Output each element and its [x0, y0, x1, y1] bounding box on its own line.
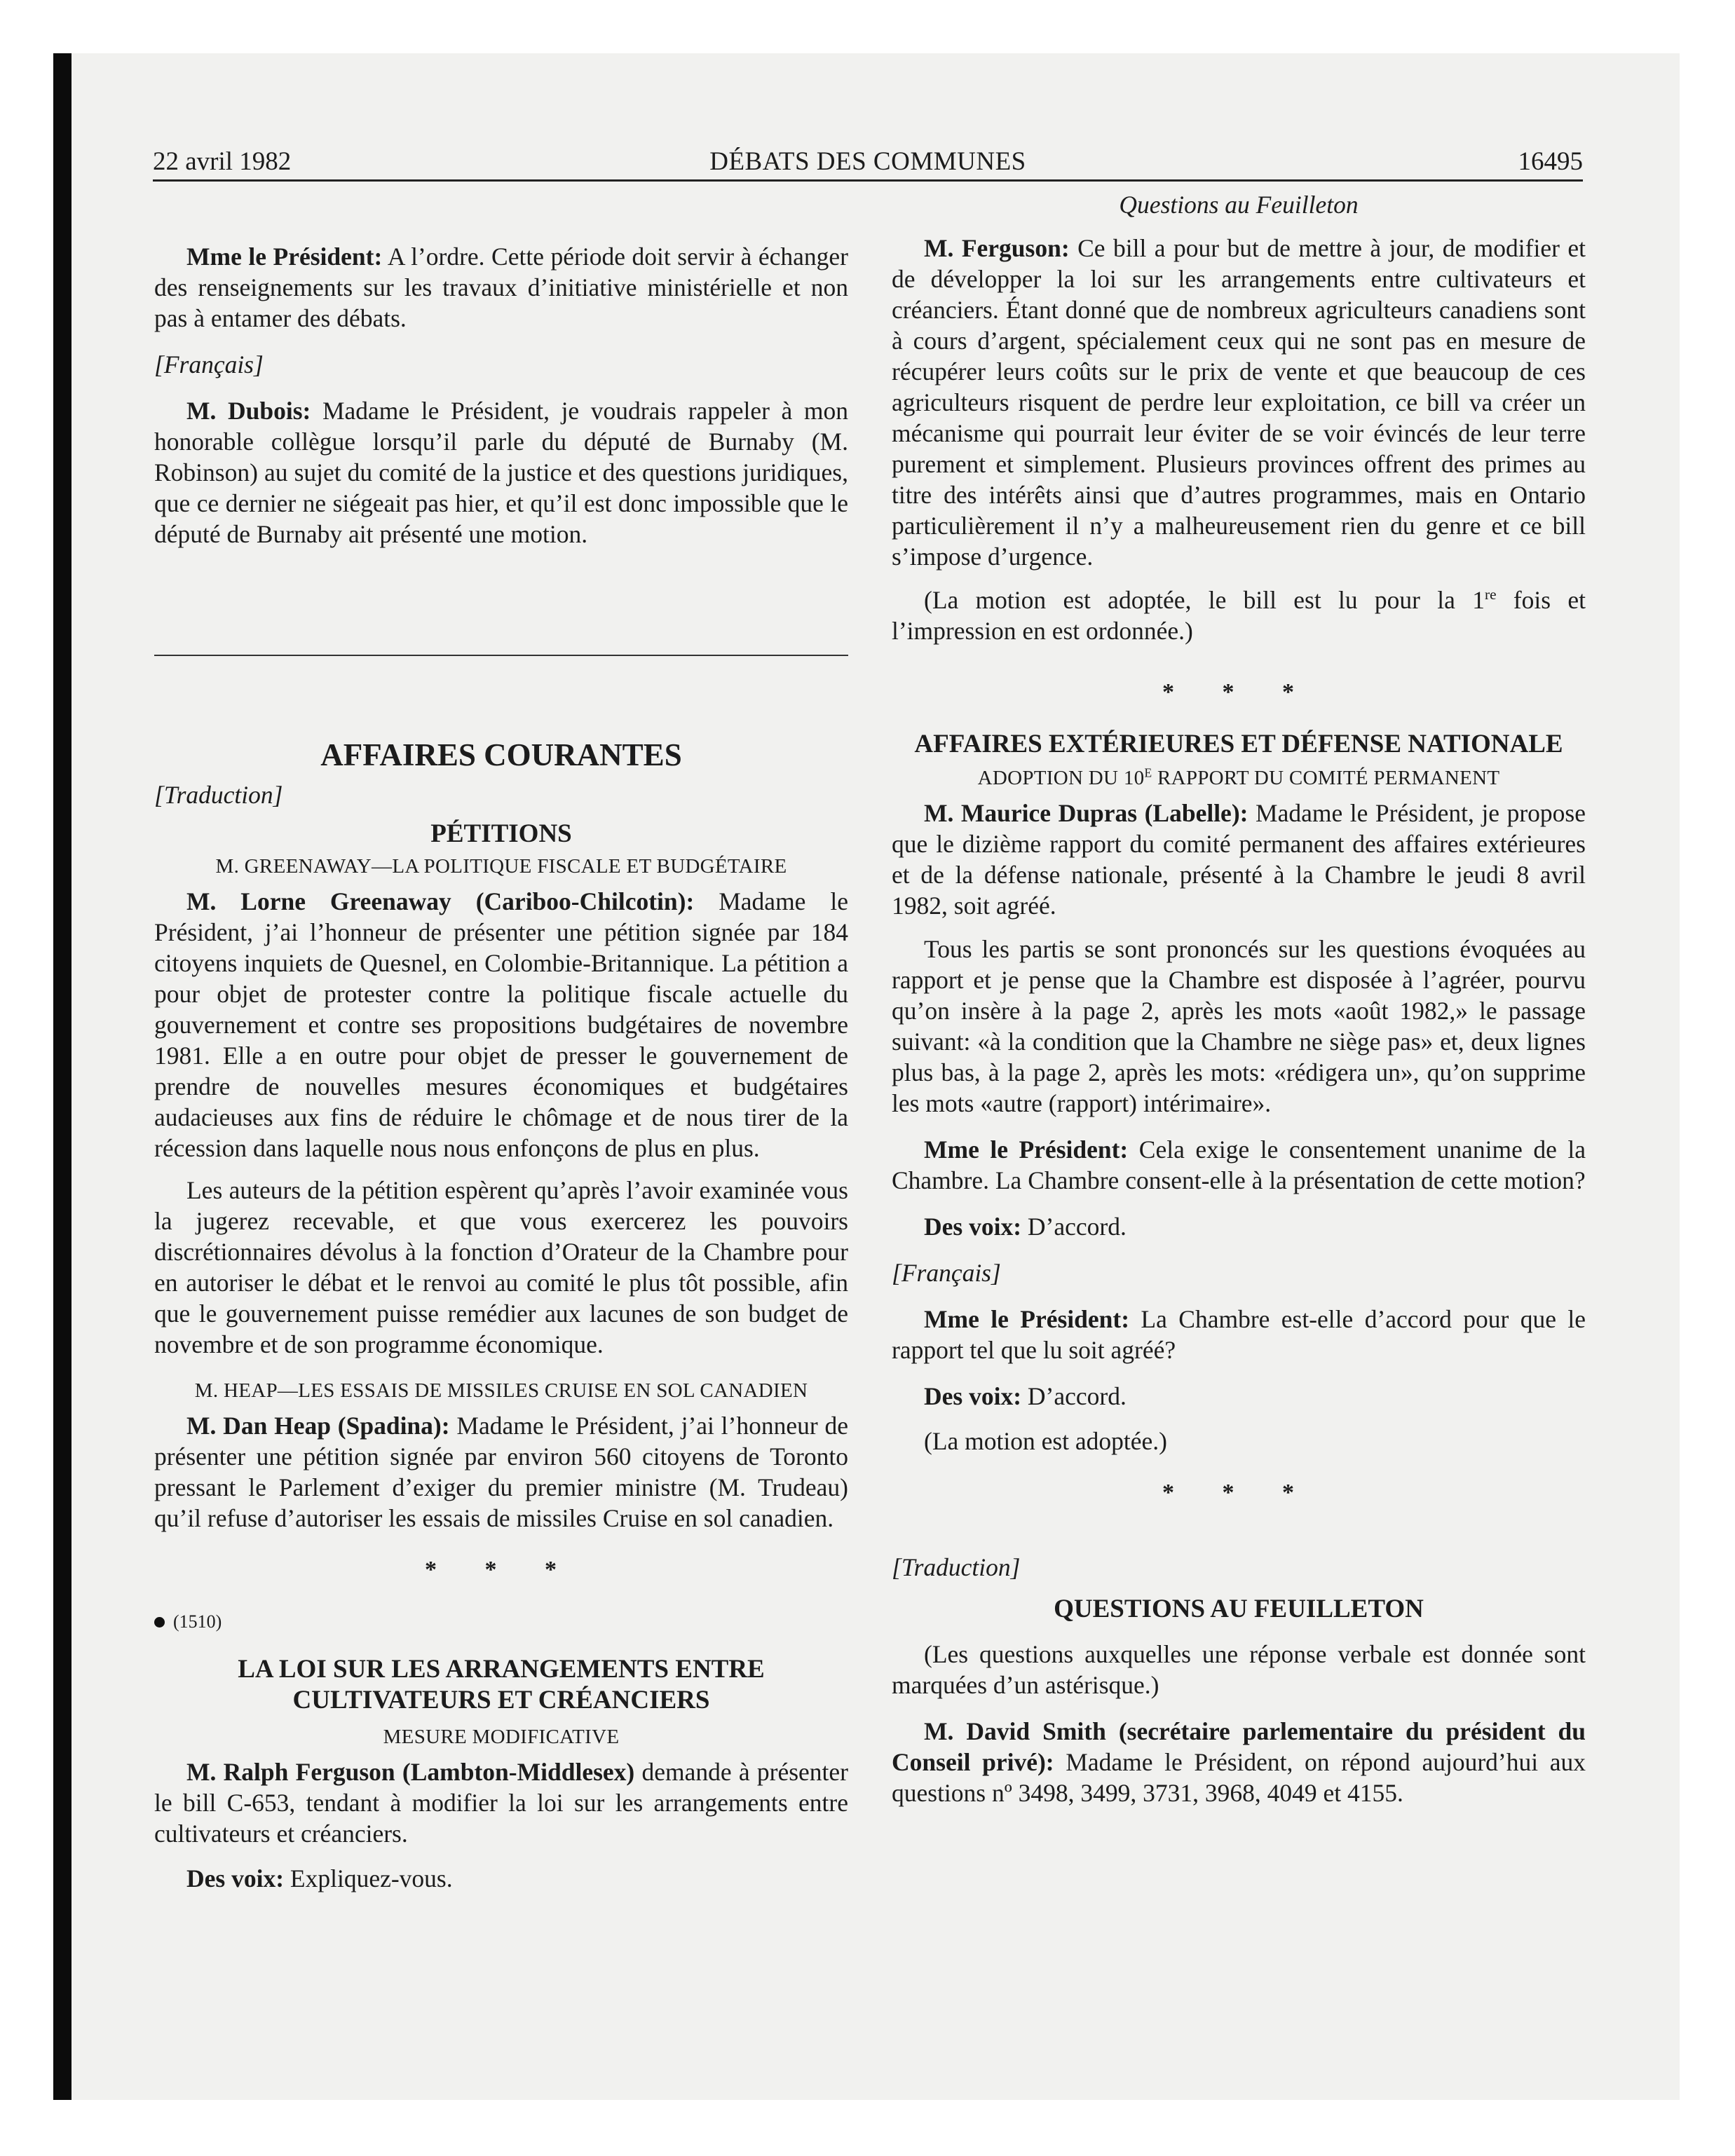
page-header: [153, 146, 1583, 179]
subhead-heap: M. HEAP—LES ESSAIS DE MISSILES CRUISE EN SOL CANADIEN: [194, 1379, 808, 1402]
speaker-name: M. Dan Heap (Spadina):: [186, 1412, 450, 1440]
language-tag-traduction: [Traduction]: [892, 1553, 1021, 1581]
speech-text: Madame le Président, j’ai l’honneur de présenter une pétition signée par environ 560 citoyens de Toronto pressant le Parlement d’exiger du premier ministre (M. Trudeau) qu’il refuse d’autoriser les essais de missiles Cruise en sol canadien.: [154, 1412, 848, 1532]
subhead-text: ADOPTION DU 10: [977, 767, 1145, 789]
speaker-name: M. Maurice Dupras (Labelle):: [924, 799, 1248, 827]
speaker-name: Des voix:: [924, 1213, 1022, 1241]
speaker-name: M. David Smith (secrétaire parlementaire du président du Conseil privé):: [892, 1717, 1586, 1776]
header-rule: [153, 179, 1583, 182]
section-stars: * * *: [1162, 679, 1315, 705]
paragraph-motion-2: (La motion est adoptée.): [924, 1427, 1167, 1455]
paragraph-ferguson: [154, 1756, 848, 1849]
speaker-name: Mme le Président:: [186, 243, 383, 271]
speaker-name: Des voix:: [186, 1864, 285, 1892]
section-stars: * * *: [1162, 1480, 1315, 1506]
paragraph-dubois: [154, 395, 848, 550]
paragraph-smith: [892, 1716, 1586, 1808]
page-binding-edge: [53, 53, 72, 2100]
paragraph-dupras-2: Tous les partis se sont prononcés sur les questions évoquées au rapport et je pense que la Chambre est disposée à l’agréer, pourvu qu’on insère à la page 2, après les mots «août 1982,» le passage suivant: «à la condition que la Chambre ne siège pas» et, deux lignes plus bas, à la page 2, après les mots: «rédigera un», qu’on supprime les mots «autre (rapport) intérimaire».: [892, 935, 1586, 1117]
bullet-dot-icon: [154, 1617, 165, 1628]
speaker-name: M. Lorne Greenaway (Cariboo-Chilcotin):: [186, 887, 695, 915]
paragraph-heap: [154, 1410, 848, 1534]
header-title: DÉBATS DES COMMUNES: [709, 147, 1026, 176]
speech-text: Madame le Président, on répond aujourd’hui aux questions nº 3498, 3499, 3731, 3968, 4049 et 4155.: [892, 1748, 1586, 1807]
speaker-name: Mme le Président:: [924, 1305, 1130, 1333]
speech-text: A l’ordre. Cette période doit servir à échanger des renseignements sur les travaux d’initiative ministérielle et non pas à entamer des débats.: [154, 243, 848, 332]
paragraph-des-voix-1: [892, 1211, 1586, 1242]
header-date: 22 avril 1982: [153, 147, 292, 176]
paragraph-ferguson-2: [892, 233, 1586, 572]
paragraph-questions-note: (Les questions auxquelles une réponse verbale est donnée sont marquées d’un astérisque.): [892, 1640, 1586, 1699]
bill-title-line-1: LA LOI SUR LES ARRANGEMENTS ENTRE: [238, 1655, 765, 1684]
speech-text: Madame le Président, je voudrais rappeler à mon honorable collègue lorsqu’il parle du député de Burnaby (M. Robinson) au sujet du comité de la justice et des questions juridiques, que ce dernier ne siégeait pas hier, et qu’il est donc impossible que le député de Burnaby ait présenté une motion.: [154, 397, 848, 548]
header-page-number: 16495: [1518, 147, 1583, 176]
speaker-name: M. Ralph Ferguson (Lambton-Middlesex): [186, 1758, 635, 1786]
section-title-questions: QUESTIONS AU FEUILLETON: [1054, 1595, 1424, 1623]
paragraph-greenaway: [154, 886, 848, 1164]
language-tag-french: [Français]: [892, 1259, 1001, 1287]
speech-text: demande à présenter le bill C-653, tendant à modifier la loi sur les arrangements entre cultivateurs et créanciers.: [154, 1758, 848, 1848]
ordinal-superscript: re: [1484, 586, 1497, 603]
paragraph-des-voix-2: [892, 1381, 1586, 1412]
paragraph-greenaway-2: Les auteurs de la pétition espèrent qu’après l’avoir examinée vous la jugerez recevable, et que vous exercerez les pouvoirs discrétionnaires dévolus à la fonction d’Orateur de la Chambre pour en autoriser le débat et le renvoi au comité le plus tôt possible, afin que le gouvernement puisse remédier aux lacunes de son budget de novembre et de son programme économique.: [154, 1176, 848, 1358]
subhead-greenaway: M. GREENAWAY—LA POLITIQUE FISCALE ET BUDGÉTAIRE: [215, 855, 787, 878]
speaker-name: Des voix:: [924, 1382, 1022, 1410]
left-column: [154, 189, 848, 1894]
right-column: [892, 189, 1586, 1808]
speech-text: D’accord.: [1021, 1213, 1127, 1241]
speech-text: Madame le Président, je propose que le dizième rapport du comité permanent des affaires extérieures et de la défense nationale, présenté à la Chambre le jeudi 8 avril 1982, soit agréé.: [892, 799, 1586, 920]
section-title-affaires-exterieures: AFFAIRES EXTÉRIEURES ET DÉFENSE NATIONALE: [914, 730, 1563, 758]
paragraph-president-agree: [892, 1304, 1586, 1365]
time-marker-text: (1510): [173, 1611, 222, 1632]
language-tag-french: [Français]: [154, 350, 264, 378]
running-head: Questions au Feuilleton: [1119, 191, 1359, 219]
bill-title-line-2: CULTIVATEURS ET CRÉANCIERS: [292, 1686, 710, 1714]
section-title-affaires-courantes: AFFAIRES COURANTES: [320, 737, 682, 772]
subhead-mesure-modificative: MESURE MODIFICATIVE: [383, 1726, 620, 1748]
paragraph-president-order: [154, 241, 848, 334]
speaker-name: M. Ferguson:: [924, 234, 1070, 262]
subhead-adoption-rapport: [892, 764, 1586, 792]
motion-text: (La motion est adoptée, le bill est lu pour la 1: [924, 586, 1485, 614]
subhead-text-end: RAPPORT DU COMITÉ PERMANENT: [1152, 767, 1500, 789]
speech-text: D’accord.: [1021, 1382, 1127, 1410]
ordinal-superscript: E: [1144, 765, 1152, 780]
paragraph-motion-1: [892, 585, 1586, 646]
paragraph-president-consent: [892, 1134, 1586, 1196]
paragraph-des-voix: [154, 1863, 848, 1894]
speech-text: Madame le Président, j’ai l’honneur de présenter une pétition signée par 184 citoyens inquiets de Quesnel, en Colombie-Britannique. La pétition a pour objet de protester contre la politique fiscale actuelle du gouvernement et contre ses propositions budgétaires de novembre 1981. Elle a en outre pour objet de presser le gouvernement de prendre de nouvelles mesures économiques et budgétaires audacieuses aux fins de réduire le chômage et de nous tirer de la récession dans laquelle nous nous enfonçons de plus en plus.: [154, 887, 848, 1162]
speech-text: La Chambre est-elle d’accord pour que le rapport tel que lu soit agréé?: [892, 1305, 1586, 1364]
language-tag-traduction: [Traduction]: [154, 781, 283, 809]
speaker-name: Mme le Président:: [924, 1135, 1129, 1164]
speech-text: Cela exige le consentement unanime de la Chambre. La Chambre consent-elle à la présentation de cette motion?: [892, 1135, 1586, 1194]
motion-text-end: fois et l’impression en est ordonnée.): [892, 586, 1586, 645]
paragraph-dupras: [892, 798, 1586, 921]
petitions-title: PÉTITIONS: [430, 819, 572, 848]
speech-text: Ce bill a pour but de mettre à jour, de modifier et de développer la loi sur les arrangements entre cultivateurs et créanciers. Étant donné que de nombreux agriculteurs canadiens sont à cours d’argent, spécialement ceux qui ne sont pas en mesure de récupérer leurs coûts sur le prix de vente et que beaucoup de ces agriculteurs risquent de perdre leur exploitation, ce bill va créer un mécanisme qui pourrait leur éviter de se voir évincés de leur terre purement et simplement. Plusieurs provinces offrent des primes au titre des intérêts ainsi que d’autres programmes, mais en Ontario particulièrement il n’y a malheureusement rien du genre et ce bill s’impose d’urgence.: [892, 234, 1586, 571]
section-stars: * * *: [425, 1557, 578, 1583]
speaker-name: M. Dubois:: [186, 397, 311, 425]
speech-text: Expliquez-vous.: [284, 1864, 453, 1892]
time-marker: [154, 1606, 848, 1637]
